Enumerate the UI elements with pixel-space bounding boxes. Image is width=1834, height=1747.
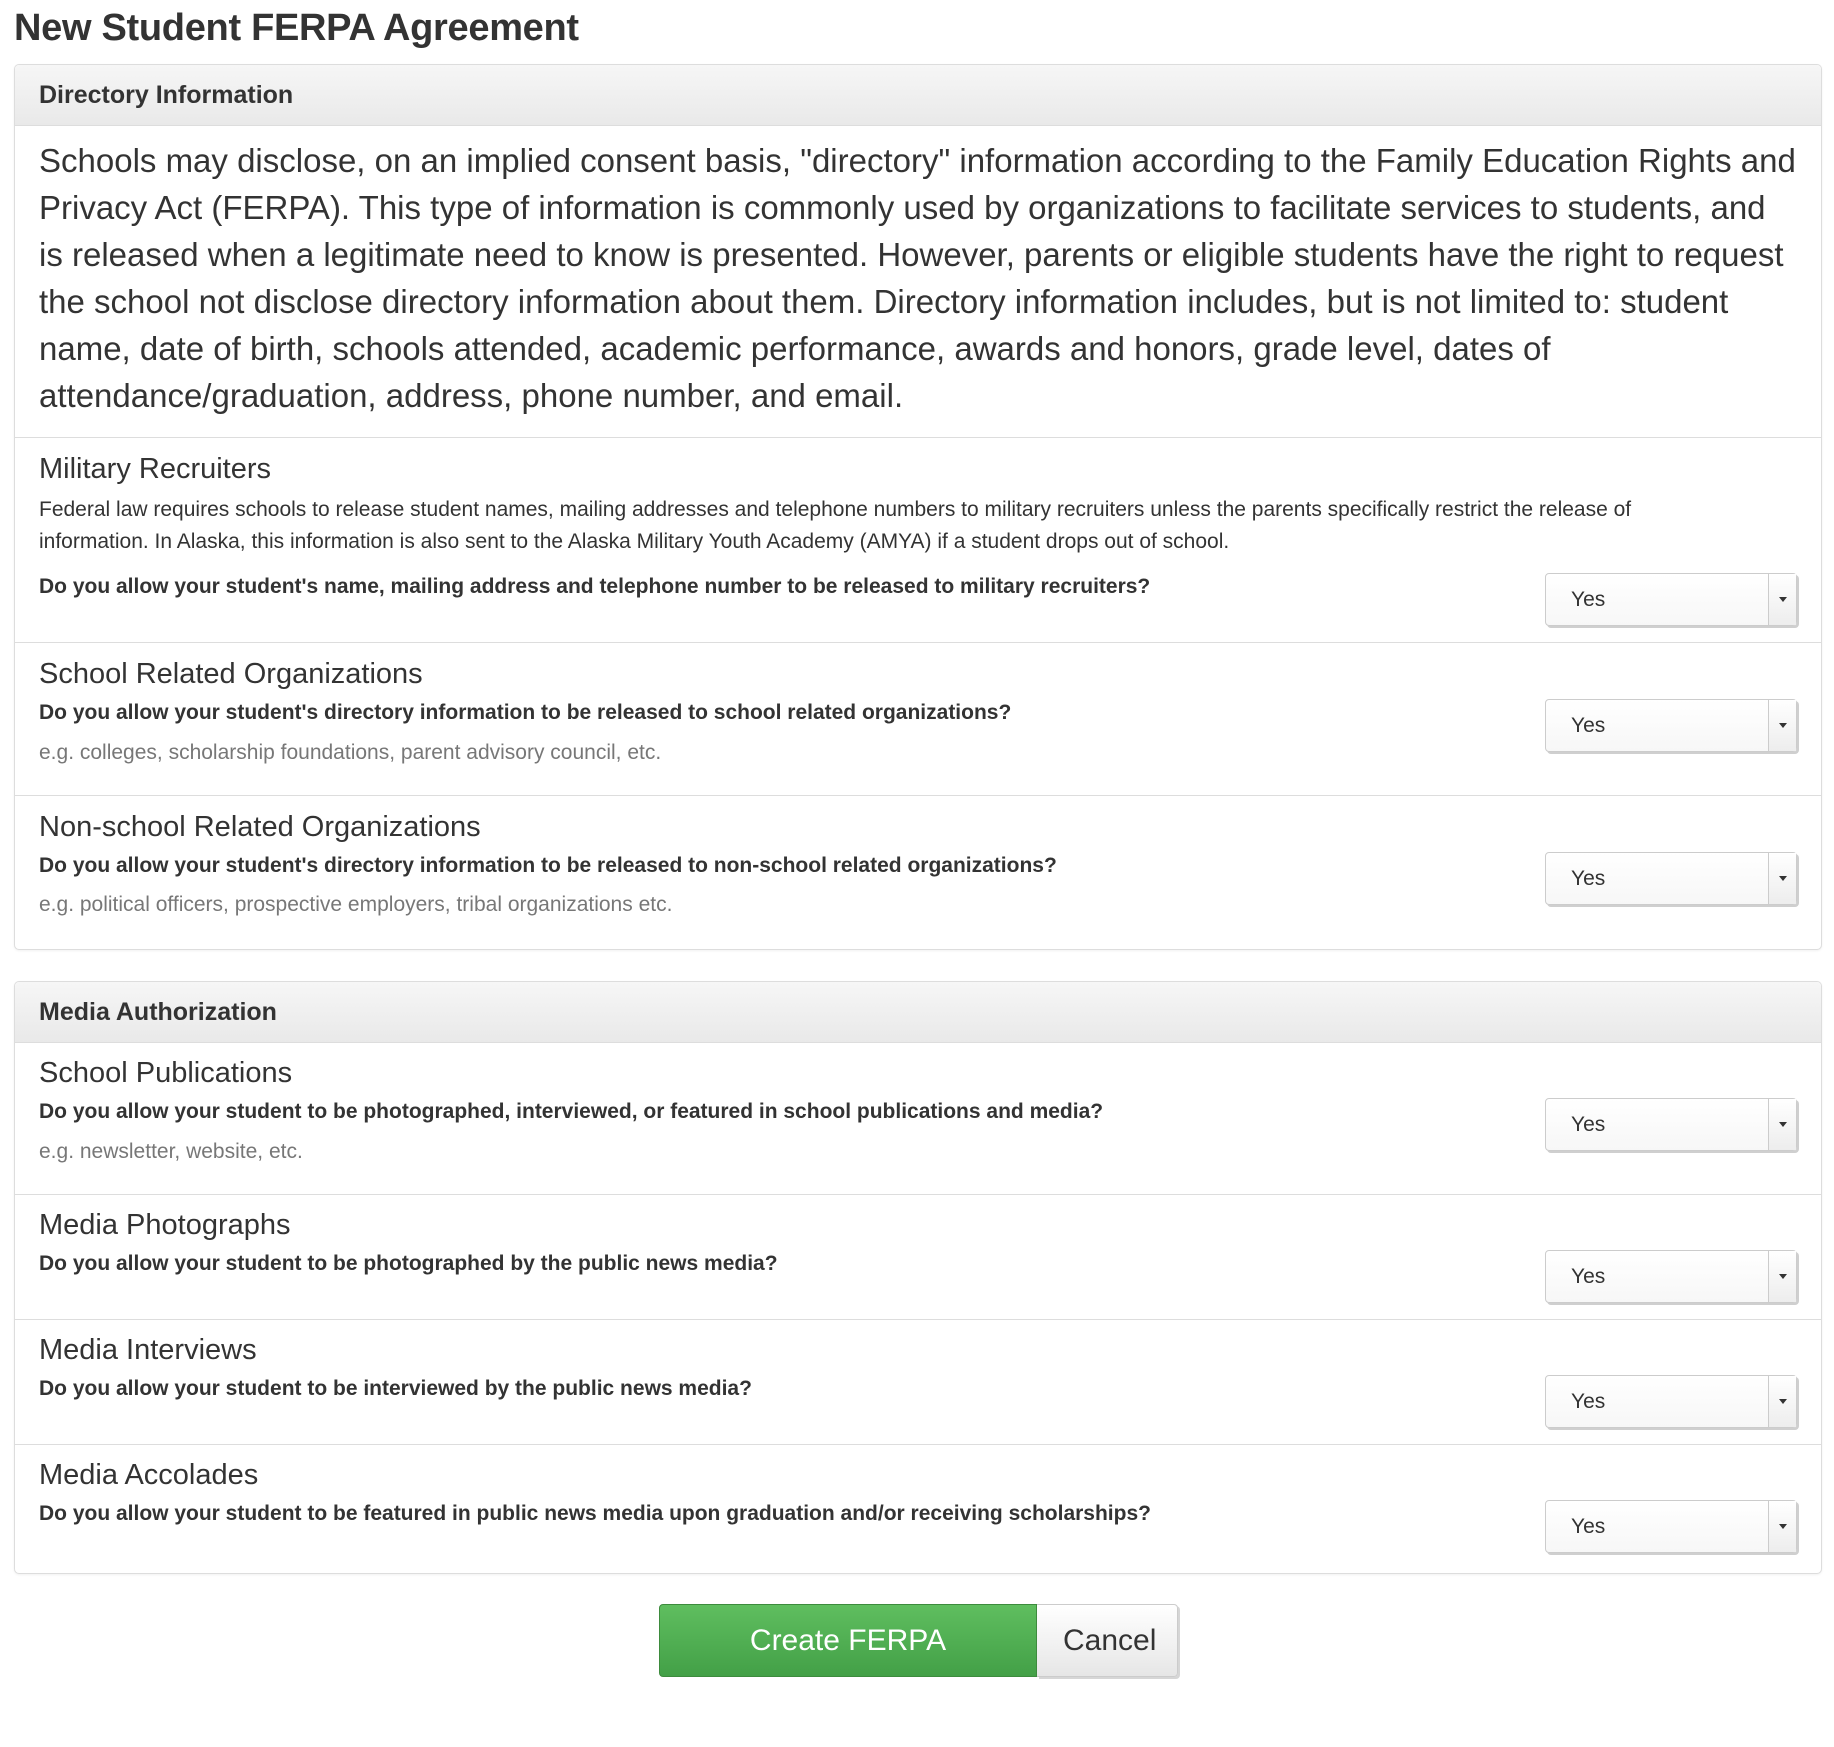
section-title-publications: School Publications <box>39 1057 293 1089</box>
select-value: Yes <box>1571 588 1606 611</box>
cancel-button[interactable]: Cancel <box>1037 1604 1178 1677</box>
chevron-down-icon <box>1768 1501 1796 1552</box>
publications-consent-select[interactable] <box>1545 1098 1797 1151</box>
non-school-orgs-section <box>15 796 1821 948</box>
non-school-orgs-hint: e.g. political officers, prospective employers, tribal organizations etc. <box>39 893 673 916</box>
select-value: Yes <box>1571 867 1606 890</box>
create-ferpa-agreement-button[interactable]: Create FERPA agreement <box>659 1604 1037 1677</box>
select-value: Yes <box>1571 1265 1606 1288</box>
accolades-consent-select[interactable] <box>1545 1500 1797 1553</box>
photographs-consent-select[interactable] <box>1545 1250 1797 1303</box>
chevron-down-icon <box>1768 574 1796 625</box>
non-school-orgs-question: Do you allow your student's directory information to be released to non-school related organizations? <box>39 854 1057 877</box>
chevron-down-icon <box>1768 853 1796 904</box>
directory-information-panel <box>14 64 1822 950</box>
accolades-question: Do you allow your student to be featured in public news media upon graduation and/or receiving scholarships? <box>39 1502 1151 1525</box>
school-orgs-consent-select[interactable] <box>1545 699 1797 752</box>
section-title-school-orgs: School Related Organizations <box>39 658 423 690</box>
section-title-interviews: Media Interviews <box>39 1334 257 1366</box>
select-value: Yes <box>1571 714 1606 737</box>
section-title-accolades: Media Accolades <box>39 1459 259 1491</box>
chevron-down-icon <box>1768 1251 1796 1302</box>
media-photographs-section <box>15 1195 1821 1320</box>
section-title-photographs: Media Photographs <box>39 1209 291 1241</box>
interviews-consent-select[interactable] <box>1545 1375 1797 1428</box>
photographs-question: Do you allow your student to be photographed by the public news media? <box>39 1252 778 1275</box>
school-orgs-section <box>15 643 1821 796</box>
panel-header-directory: Directory Information <box>15 65 1821 126</box>
chevron-down-icon <box>1768 1099 1796 1150</box>
section-title-non-school-orgs: Non-school Related Organizations <box>39 811 481 843</box>
directory-intro-text: Schools may disclose, on an implied consent basis, "directory" information according to the Family Education Rights and Privacy Act (FERPA). This type of information is commonly used by organizations to facilitate services to students, and is released when a legitimate need to know is presented. However, parents or eligible students have the right to request the school not disclose directory information about them. Directory information includes, but is not limited to: student name, date of birth, schools attended, academic performance, awards and honors, grade level, dates of attendance/graduation, address, phone number, and email. <box>15 126 1821 438</box>
media-authorization-panel <box>14 981 1822 1574</box>
chevron-down-icon <box>1768 1376 1796 1427</box>
media-accolades-section <box>15 1445 1821 1573</box>
school-orgs-question: Do you allow your student's directory information to be released to school related organizations? <box>39 701 1012 724</box>
select-value: Yes <box>1571 1113 1606 1136</box>
military-description: Federal law requires schools to release student names, mailing addresses and telephone numbers to military recruiters unless the parents specifically restrict the release of information. In Alaska, this information is also sent to the Alaska Military Youth Academy (AMYA) if a student drops out of school. <box>39 498 1632 553</box>
military-consent-select[interactable] <box>1545 573 1797 626</box>
interviews-question: Do you allow your student to be interviewed by the public news media? <box>39 1377 752 1400</box>
school-orgs-hint: e.g. colleges, scholarship foundations, parent advisory council, etc. <box>39 741 662 764</box>
section-title-military: Military Recruiters <box>39 453 272 485</box>
non-school-orgs-consent-select[interactable] <box>1545 852 1797 905</box>
form-actions <box>659 1604 1178 1728</box>
military-recruiters-section <box>15 438 1821 643</box>
publications-question: Do you allow your student to be photographed, interviewed, or featured in school publications and media? <box>39 1100 1104 1123</box>
media-interviews-section <box>15 1320 1821 1445</box>
publications-hint: e.g. newsletter, website, etc. <box>39 1140 303 1163</box>
panel-header-media: Media Authorization <box>15 982 1821 1043</box>
school-publications-section <box>15 1043 1821 1195</box>
military-question: Do you allow your student's name, mailing address and telephone number to be released to military recruiters? <box>39 575 1151 598</box>
select-value: Yes <box>1571 1515 1606 1538</box>
page-title: New Student FERPA Agreement <box>14 7 579 49</box>
chevron-down-icon <box>1768 700 1796 751</box>
select-value: Yes <box>1571 1390 1606 1413</box>
